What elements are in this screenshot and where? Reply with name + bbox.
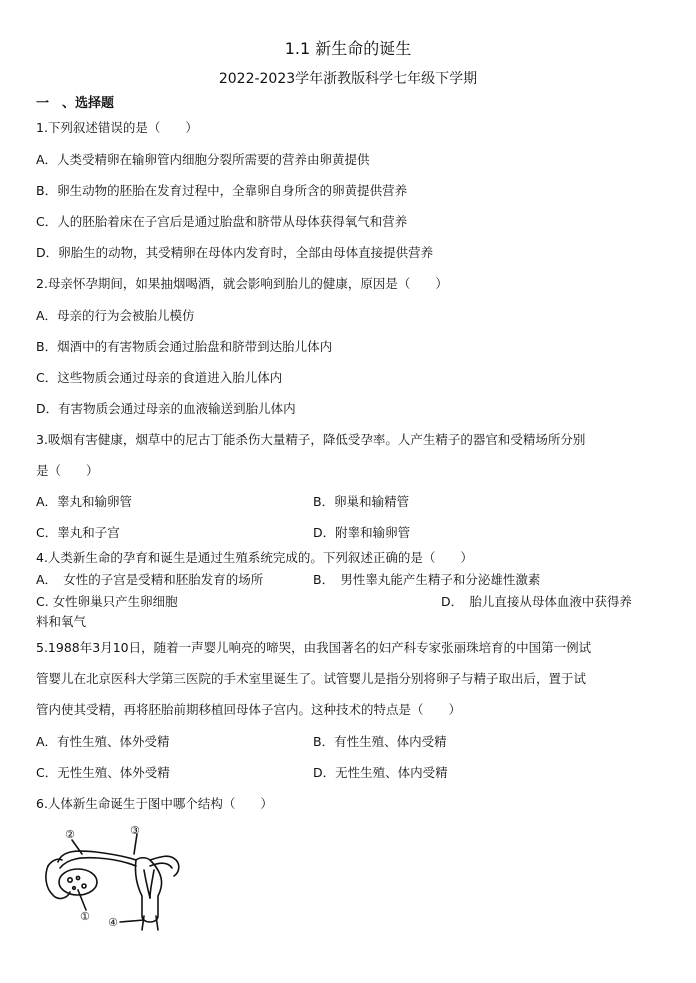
question-2-option-c: C．这些物质会通过母亲的食道进入胎儿体内 [36,370,283,385]
question-4-option-a: A． 女性的子宫是受精和胚胎发育的场所 [36,572,264,587]
question-5-stem-line3: 管内使其受精，再将胚胎前期移植回母体子宫内。这种技术的特点是（ ） [36,702,462,717]
question-2-option-b: B．烟酒中的有害物质会通过胎盘和脐带到达胎儿体内 [36,339,333,354]
diagram-label-2: ② [65,828,75,841]
question-4-option-d-line1: D． 胎儿直接从母体血液中获得养 [441,594,632,609]
question-2-stem: 2.母亲怀孕期间，如果抽烟喝酒，就会影响到胎儿的健康，原因是（ ） [36,276,448,291]
question-3-stem-line1: 3.吸烟有害健康，烟草中的尼古丁能杀伤大量精子，降低受孕率。人产生精子的器官和受精场所分别 [36,432,586,447]
diagram-label-3: ③ [130,824,140,837]
question-3-option-c: C．睾丸和子宫 [36,525,120,540]
question-4-option-d-line2: 料和氧气 [36,614,87,629]
question-5-option-a: A．有性生殖、体外受精 [36,734,170,749]
question-2-option-d: D．有害物质会通过母亲的血液输送到胎儿体内 [36,401,296,416]
page-subtitle: 2022-2023学年浙教版科学七年级下学期 [218,71,478,87]
question-1-option-a: A．人类受精卵在输卵管内细胞分裂所需要的营养由卵黄提供 [36,152,370,167]
question-1-option-b: B．卵生动物的胚胎在发育过程中，全靠卵自身所含的卵黄提供营养 [36,183,408,198]
question-4-stem: 4.人类新生命的孕育和诞生是通过生殖系统完成的。下列叙述正确的是（ ） [36,550,473,565]
female-reproductive-diagram [38,824,188,936]
question-5-stem-line1: 5.1988年3月10日，随着一声婴儿响亮的啼哭，由我国著名的妇产科专家张丽珠培育的中国第一例试 [36,640,592,655]
question-3-option-a: A．睾丸和输卵管 [36,494,133,509]
question-1-option-c: C．人的胚胎着床在子宫后是通过胎盘和脐带从母体获得氧气和营养 [36,214,408,229]
question-1-option-d: D．卵胎生的动物，其受精卵在母体内发育时，全部由母体直接提供营养 [36,245,434,260]
diagram-label-1: ① [80,910,90,923]
question-5-stem-line2: 管婴儿在北京医科大学第三医院的手术室里诞生了。试管婴儿是指分别将卵子与精子取出后，置于试 [36,671,587,686]
question-5-option-d: D．无性生殖、体内受精 [313,765,448,780]
question-4-option-c: C. 女性卵巢只产生卵细胞 [36,594,178,609]
question-4-option-b: B． 男性睾丸能产生精子和分泌雄性激素 [313,572,541,587]
question-3-option-d: D．附睾和输卵管 [313,525,411,540]
question-3-stem-line2: 是（ ） [36,463,99,478]
question-3-option-b: B．卵巢和输精管 [313,494,410,509]
question-2-option-a: A．母亲的行为会被胎儿模仿 [36,308,195,323]
page-title: 1.1 新生命的诞生 [284,39,412,58]
diagram-label-4: ④ [108,916,118,929]
section-heading: 一 、选择题 [36,96,115,111]
question-5-option-b: B．有性生殖、体内受精 [313,734,447,749]
question-5-option-c: C．无性生殖、体外受精 [36,765,170,780]
question-1-stem: 1.下列叙述错误的是（ ） [36,120,198,135]
question-6-stem: 6.人体新生命诞生于图中哪个结构（ ） [36,796,273,811]
